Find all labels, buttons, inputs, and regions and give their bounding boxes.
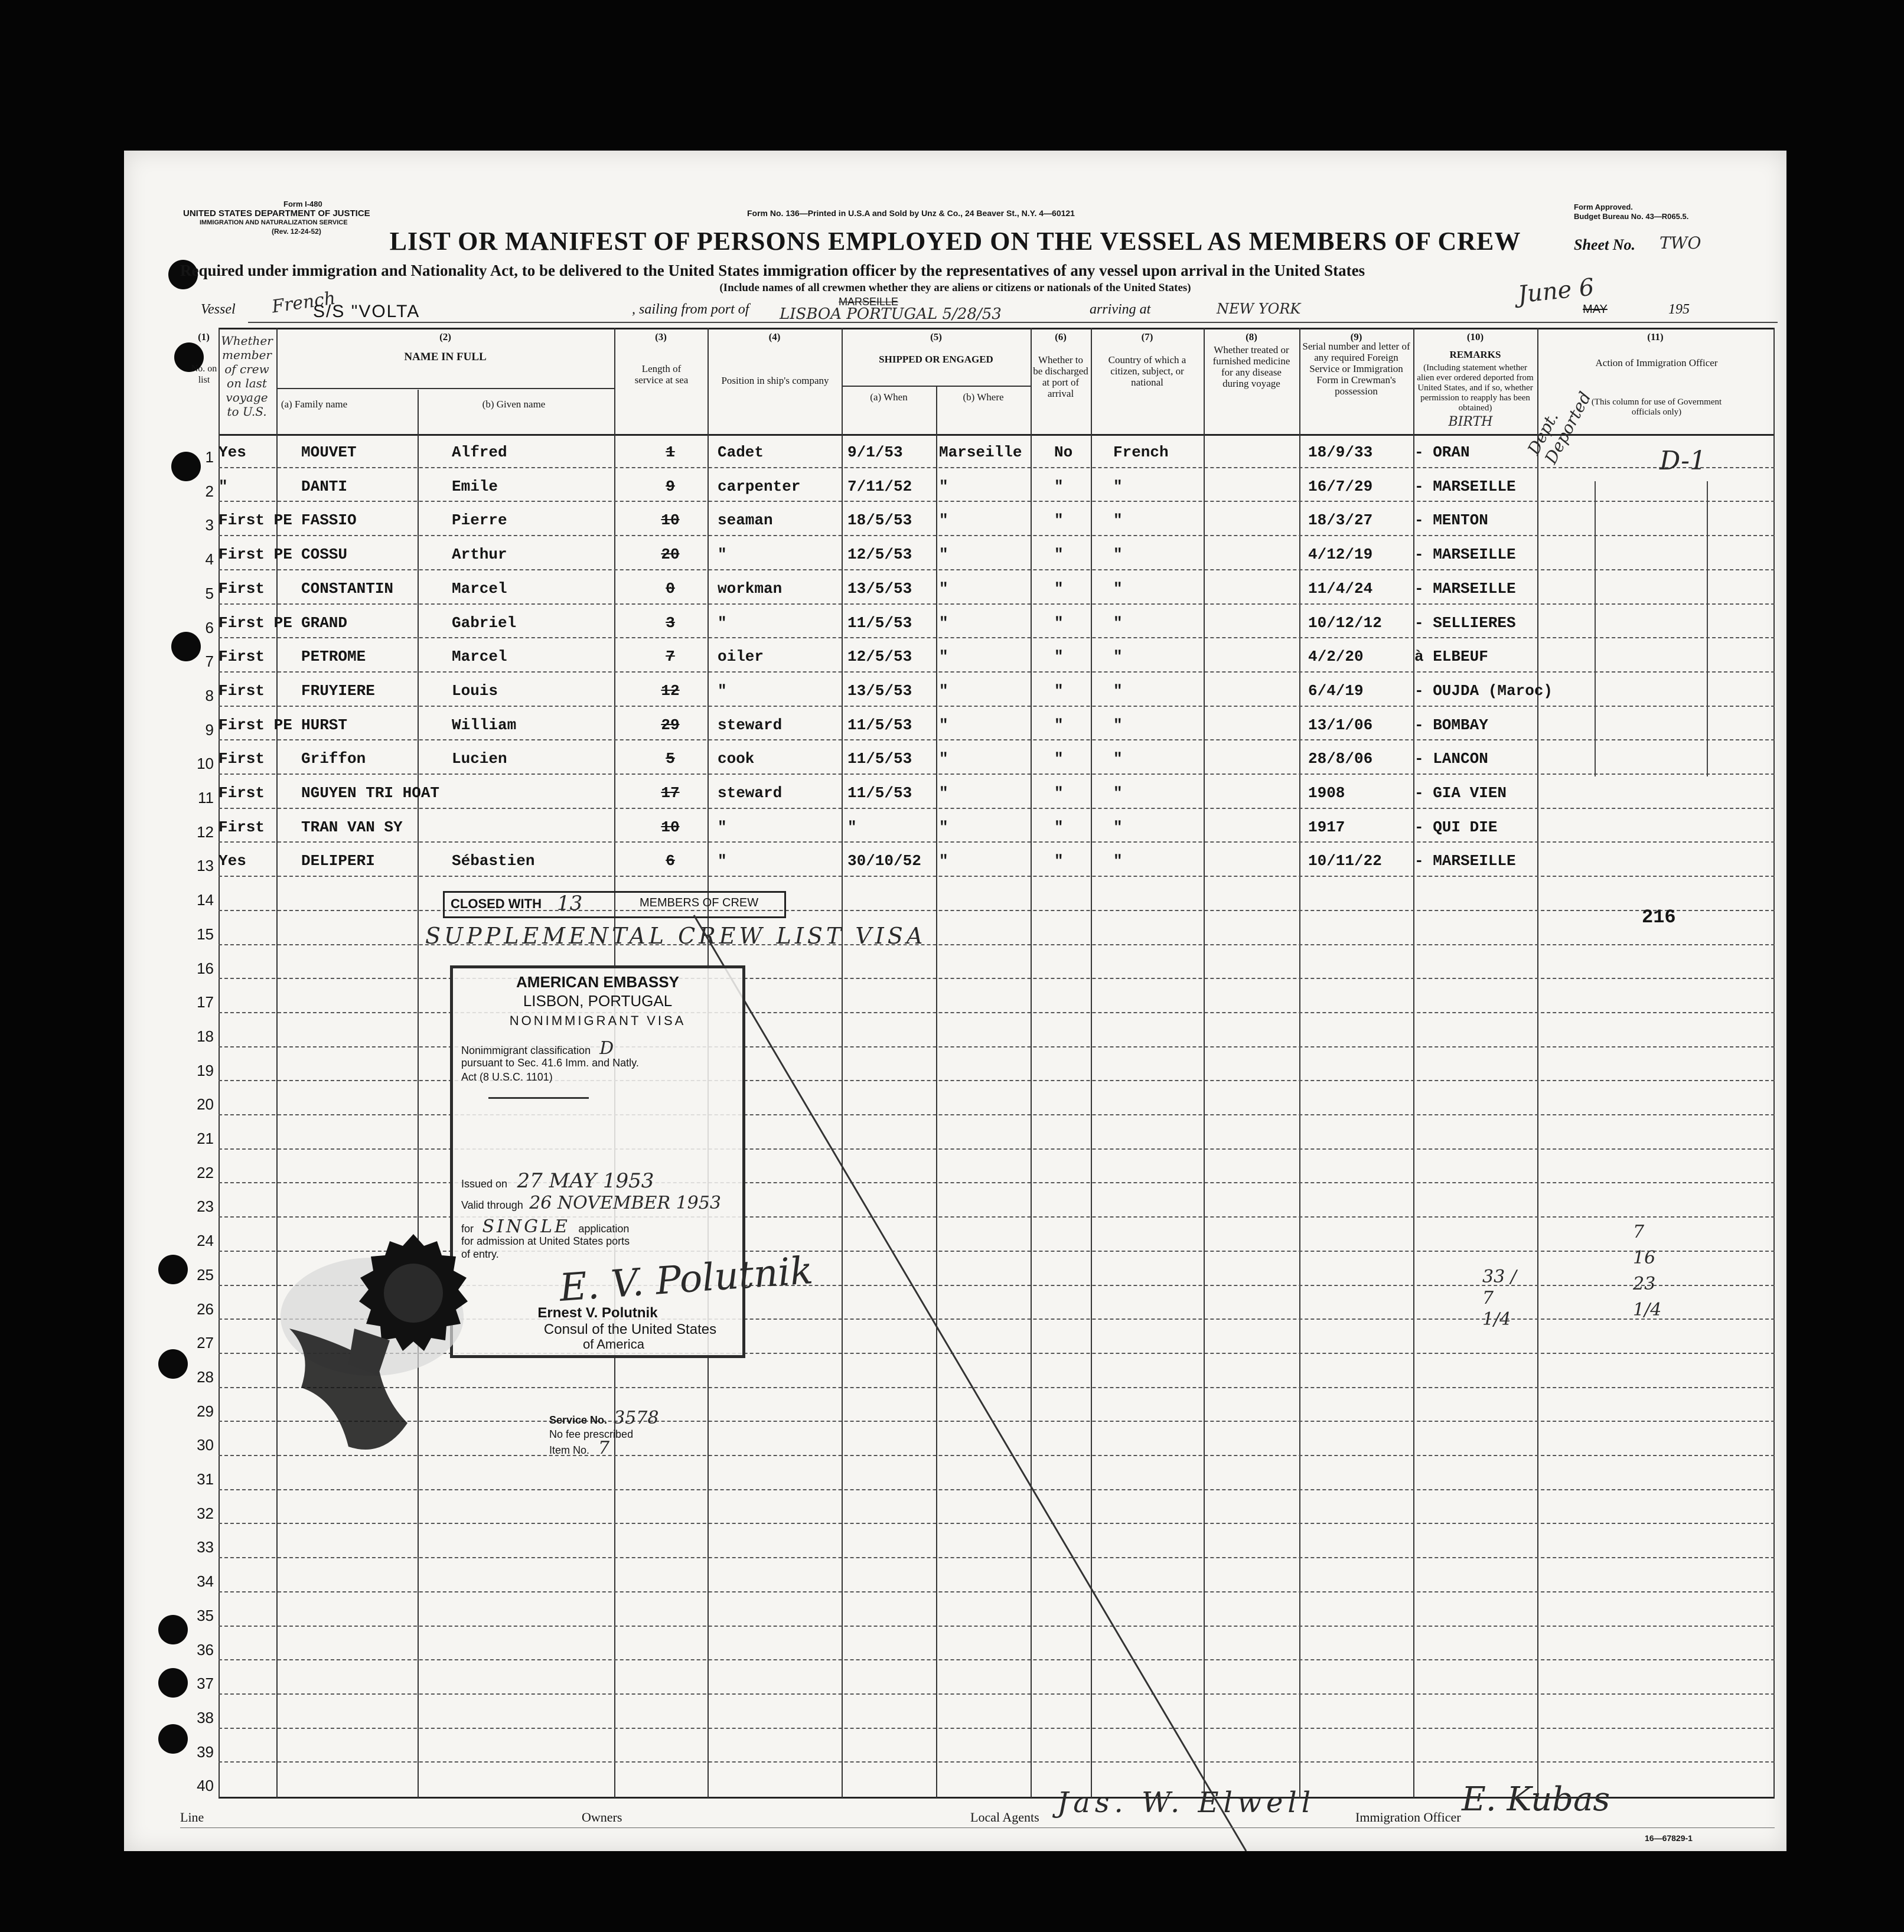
- cell-position: workman: [718, 579, 783, 598]
- cell-given: Alfred: [452, 443, 507, 461]
- cell-status: Yes: [219, 852, 246, 870]
- visa-for-label: for: [461, 1223, 474, 1235]
- sheet-value: TWO: [1660, 233, 1701, 253]
- item-number-row: [549, 1438, 658, 1458]
- cell-when: 12/5/53: [847, 546, 912, 564]
- col2-num: (2): [439, 331, 451, 342]
- cell-given: Sébastien: [452, 852, 535, 870]
- cell-family: CONSTANTIN: [301, 579, 394, 598]
- cell-given: Louis: [452, 681, 498, 700]
- cell-service: 3: [666, 613, 675, 632]
- visa-blank-line: [488, 1097, 589, 1099]
- deported-note: Dept. Deported: [1524, 389, 1595, 467]
- col4-num: (4): [768, 331, 781, 342]
- item-number-label: Item No.: [549, 1444, 590, 1456]
- cell-where: ": [939, 681, 948, 700]
- cell-country: ": [1113, 648, 1123, 666]
- cell-country: ": [1113, 511, 1123, 530]
- fee-label: No fee prescribed: [549, 1428, 634, 1440]
- col11-num: (11): [1647, 331, 1664, 342]
- cell-discharge: ": [1054, 716, 1064, 734]
- visa-admission: for admission at United States ports: [461, 1235, 630, 1247]
- cell-position: steward: [718, 716, 783, 734]
- row-number: 4: [205, 550, 214, 569]
- deportation-code: D-1: [1660, 446, 1706, 476]
- cell-family: DELIPERI: [301, 852, 375, 870]
- col5-label: SHIPPED OR ENGAGED: [879, 354, 993, 365]
- revision: (Rev. 12-24-52): [272, 227, 321, 236]
- footer-line-label: Line: [180, 1810, 204, 1825]
- row-number: 5: [205, 584, 214, 602]
- closed-with-label: CLOSED WITH: [451, 896, 542, 911]
- visa-issued: [461, 1169, 654, 1193]
- cell-service: 29: [661, 716, 680, 734]
- row-number: 9: [205, 720, 214, 739]
- row-number: 30: [197, 1436, 214, 1454]
- cell-remarks: - MENTON: [1414, 511, 1488, 530]
- cell-family: PETROME: [301, 648, 366, 666]
- row-number: 38: [197, 1708, 214, 1727]
- cell-service: 9: [666, 477, 675, 495]
- cell-given: Pierre: [452, 511, 507, 530]
- cell-when: 7/11/52: [847, 477, 912, 495]
- agent-signature: Jas. W. Elwell: [1057, 1786, 1316, 1819]
- cell-country: ": [1113, 613, 1123, 632]
- cell-where: ": [939, 716, 948, 734]
- cell-given: Marcel: [452, 648, 507, 666]
- row-number: 10: [197, 755, 214, 773]
- tally-right: 7 16 23 1/4: [1633, 1222, 1662, 1320]
- row-number: 27: [197, 1334, 214, 1352]
- form-id: Form I-480: [283, 200, 322, 208]
- cell-status: First: [219, 784, 265, 802]
- col10-handwritten: BIRTH: [1448, 415, 1493, 429]
- cell-where: ": [939, 750, 948, 768]
- sheet-label: Sheet No.: [1574, 236, 1635, 253]
- col11-note: (This column for use of Government officials only): [1591, 397, 1722, 417]
- visa-issued-value: 27 MAY 1953: [517, 1169, 654, 1193]
- cell-serial: 10/11/22: [1308, 852, 1382, 870]
- visa-pursuant: pursuant to Sec. 41.6 Imm. and Natly.: [461, 1057, 639, 1069]
- cell-family: TRAN VAN SY: [301, 818, 403, 836]
- row-number: 33: [197, 1538, 214, 1556]
- cell-serial: 13/1/06: [1308, 716, 1373, 734]
- cell-status: First PE: [219, 613, 292, 632]
- cell-when: 11/5/53: [847, 613, 912, 632]
- col7-label: Country of which a citizen, subject, or national: [1108, 354, 1186, 388]
- row-number: 22: [197, 1163, 214, 1182]
- row-number: 16: [197, 959, 214, 977]
- cell-position: cook: [718, 750, 755, 768]
- arrival-date-hand: June 6: [1516, 273, 1596, 309]
- cell-position: ": [718, 818, 727, 836]
- item-number-value: 7: [598, 1438, 610, 1458]
- cell-country: ": [1113, 818, 1123, 836]
- arrival-year: 195: [1668, 302, 1690, 317]
- cell-discharge: ": [1054, 579, 1064, 598]
- cell-family: MOUVET: [301, 443, 357, 461]
- number-216: 216: [1642, 906, 1676, 928]
- row-number: 35: [197, 1606, 214, 1624]
- cell-when: 13/5/53: [847, 681, 912, 700]
- col10-num: (10): [1466, 331, 1484, 342]
- cell-status: Yes: [219, 443, 246, 461]
- cell-status: First: [219, 579, 265, 598]
- col7-num: (7): [1141, 331, 1153, 342]
- cell-discharge: ": [1054, 511, 1064, 530]
- form-code: 16—67829-1: [1645, 1833, 1693, 1843]
- row-number: 8: [205, 686, 214, 704]
- cell-given: Gabriel: [452, 613, 517, 632]
- fee-stamp: [549, 1408, 659, 1458]
- manifest-sheet: [124, 151, 1786, 1851]
- cell-position: seaman: [718, 511, 773, 530]
- row-number: 2: [205, 482, 214, 500]
- supplemental-crew-list: SUPPLEMENTAL CREW LIST VISA: [425, 923, 927, 949]
- officer-signature: E. Kubas: [1462, 1780, 1610, 1819]
- cell-serial: 6/4/19: [1308, 681, 1364, 700]
- form-subtitle: Required under immigration and Nationality Act, to be delivered to the United States immigration officer by the representatives of any vessel upon arrival in the United States: [180, 262, 1365, 279]
- consul-title: Consul of the United States: [543, 1321, 717, 1337]
- row-number: 21: [197, 1130, 214, 1147]
- cell-remarks: - SELLIERES: [1414, 613, 1516, 632]
- cell-discharge: ": [1054, 613, 1064, 632]
- col3-label: Length of service at sea: [634, 363, 689, 386]
- cell-when: 11/5/53: [847, 784, 912, 802]
- row-number: 36: [197, 1640, 214, 1659]
- tally-left: 33 / 7 1/4: [1482, 1267, 1517, 1330]
- arriving-port: NEW YORK: [1217, 301, 1301, 317]
- cell-where: ": [939, 477, 948, 495]
- approval: Form Approved.: [1574, 203, 1633, 211]
- footer-owners-label: Owners: [582, 1810, 622, 1825]
- cell-where: ": [939, 784, 948, 802]
- closed-members-label: MEMBERS OF CREW: [640, 896, 759, 909]
- cell-remarks: - MARSEILLE: [1414, 546, 1516, 564]
- cell-when: 18/5/53: [847, 511, 912, 530]
- cell-service: 7: [666, 648, 675, 666]
- cell-country: ": [1113, 579, 1123, 598]
- col5b-label: (b) Where: [963, 391, 1004, 403]
- cell-country: ": [1113, 750, 1123, 768]
- cell-serial: 18/9/33: [1308, 443, 1373, 461]
- cell-service: 17: [661, 784, 680, 802]
- cell-service: 12: [661, 681, 680, 700]
- cell-family: GRAND: [301, 613, 348, 632]
- cell-serial: 10/12/12: [1308, 613, 1382, 632]
- visa-classification: [461, 1038, 614, 1059]
- footer-agents-label: Local Agents: [970, 1810, 1039, 1825]
- cell-given: Lucien: [452, 750, 507, 768]
- cell-status: First: [219, 818, 265, 836]
- cell-discharge: ": [1054, 818, 1064, 836]
- visa-act: Act (8 U.S.C. 1101): [461, 1071, 553, 1083]
- cell-where: ": [939, 648, 948, 666]
- cell-country: ": [1113, 546, 1123, 564]
- cell-discharge: No: [1054, 443, 1073, 461]
- cell-serial: 4/2/20: [1308, 648, 1364, 666]
- cell-where: ": [939, 579, 948, 598]
- cell-status: First PE: [219, 546, 292, 564]
- cell-where: Marseille: [939, 443, 1022, 461]
- closed-count: 13: [557, 892, 583, 915]
- cell-family: COSSU: [301, 546, 348, 564]
- cell-service: 1: [666, 443, 675, 461]
- col3-num: (3): [655, 331, 667, 342]
- cell-remarks: - MARSEILLE: [1414, 477, 1516, 495]
- visa-location: LISBON, PORTUGAL: [523, 992, 673, 1010]
- col2-label: NAME IN FULL: [404, 351, 487, 363]
- cell-where: ": [939, 613, 948, 632]
- cell-country: French: [1113, 443, 1169, 461]
- cell-discharge: ": [1054, 784, 1064, 802]
- vessel-label: Vessel: [201, 302, 236, 317]
- cell-when: 11/5/53: [847, 716, 912, 734]
- row-number: 26: [197, 1300, 214, 1318]
- cell-position: carpenter: [718, 477, 801, 495]
- cell-where: ": [939, 852, 948, 870]
- visa-valid-value: 26 NOVEMBER 1953: [529, 1193, 721, 1213]
- consul-name: Ernest V. Polutnik: [537, 1305, 658, 1321]
- cell-family: FRUYIERE: [301, 681, 375, 700]
- sailing-port: LISBOA PORTUGAL 5/28/53: [780, 305, 1002, 323]
- cell-remarks: - GIA VIEN: [1414, 784, 1507, 802]
- vessel-handwritten: French: [270, 288, 337, 318]
- cell-discharge: ": [1054, 477, 1064, 495]
- cell-position: steward: [718, 784, 783, 802]
- visa-embassy: AMERICAN EMBASSY: [516, 973, 679, 991]
- service-number-value: 3578: [614, 1408, 659, 1428]
- cell-serial: 18/3/27: [1308, 511, 1373, 530]
- cell-service: 6: [666, 852, 675, 870]
- row-number: 23: [197, 1197, 214, 1216]
- row-number: 1: [205, 448, 214, 466]
- cell-country: ": [1113, 477, 1123, 495]
- cell-remarks: - MARSEILLE: [1414, 579, 1516, 598]
- sailing-struck: MARSEILLE: [839, 296, 899, 308]
- col1-label: No. on list: [191, 364, 217, 385]
- cell-status: First PE: [219, 716, 292, 734]
- row-number: 19: [197, 1061, 214, 1079]
- cell-family: NGUYEN TRI HOAT: [301, 784, 440, 802]
- cell-given: Emile: [452, 477, 498, 495]
- form-title: LIST OR MANIFEST OF PERSONS EMPLOYED ON THE VESSEL AS MEMBERS OF CREW: [389, 227, 1521, 256]
- row-number: 17: [197, 993, 214, 1011]
- cell-remarks: - MARSEILLE: [1414, 852, 1516, 870]
- row-number: 28: [197, 1368, 214, 1386]
- cell-given: William: [452, 716, 517, 734]
- cell-service: 0: [666, 579, 675, 598]
- cell-service: 20: [661, 546, 680, 564]
- col5a-label: (a) When: [870, 391, 908, 403]
- cell-discharge: ": [1054, 648, 1064, 666]
- cell-country: ": [1113, 681, 1123, 700]
- col5-num: (5): [930, 331, 942, 342]
- cell-serial: 16/7/29: [1308, 477, 1373, 495]
- col2b-label: (b) Given name: [482, 399, 546, 410]
- cell-when: 12/5/53: [847, 648, 912, 666]
- visa-type: NONIMMIGRANT VISA: [509, 1013, 686, 1028]
- cell-remarks: à ELBEUF: [1414, 648, 1488, 666]
- col8-num: (8): [1246, 331, 1257, 342]
- visa-stamp: [450, 965, 815, 1358]
- col10-label: REMARKS: [1449, 349, 1501, 360]
- cell-country: ": [1113, 716, 1123, 734]
- visa-classification-label: Nonimmigrant classification: [461, 1045, 591, 1056]
- form-subnote: (Include names of all crewmen whether they are aliens or citizens or nationals of the United States): [719, 282, 1191, 294]
- row-number: 14: [197, 891, 214, 909]
- cell-serial: 1908: [1308, 784, 1345, 802]
- col1-handwritten: Whether member of crew on last voyage to U.S.: [221, 334, 273, 419]
- arriving-label: arriving at: [1090, 302, 1151, 317]
- cell-country: ": [1113, 784, 1123, 802]
- row-number: 31: [197, 1470, 214, 1488]
- row-number: 29: [197, 1402, 214, 1420]
- row-number: 32: [197, 1504, 214, 1522]
- row-number: 3: [205, 516, 214, 534]
- cell-service: 10: [661, 511, 680, 530]
- row-number: 13: [197, 857, 214, 875]
- arrival-month-struck: MAY: [1583, 303, 1608, 316]
- cell-family: FASSIO: [301, 511, 357, 530]
- cell-when: 9/1/53: [847, 443, 903, 461]
- visa-valid: [461, 1193, 721, 1213]
- cell-discharge: ": [1054, 852, 1064, 870]
- cell-when: 13/5/53: [847, 579, 912, 598]
- cell-given: Marcel: [452, 579, 507, 598]
- service-name: IMMIGRATION AND NATURALIZATION SERVICE: [200, 219, 348, 226]
- cell-discharge: ": [1054, 546, 1064, 564]
- cell-position: ": [718, 681, 727, 700]
- row-number: 37: [197, 1675, 214, 1693]
- cell-serial: 11/4/24: [1308, 579, 1373, 598]
- cell-discharge: ": [1054, 681, 1064, 700]
- cell-given: Arthur: [452, 546, 507, 564]
- cell-when: 30/10/52: [847, 852, 921, 870]
- cell-position: oiler: [718, 648, 764, 666]
- cell-when: 11/5/53: [847, 750, 912, 768]
- diagonal-strike-line: [124, 151, 1786, 1851]
- col6-label: Whether to be discharged at port of arrival: [1033, 354, 1088, 399]
- consul-signature: E. V. Polutnik: [557, 1249, 815, 1310]
- col2a-label: (a) Family name: [281, 399, 348, 410]
- visa-entry: of entry.: [461, 1248, 499, 1260]
- cell-serial: 4/12/19: [1308, 546, 1373, 564]
- cell-status: First: [219, 750, 265, 768]
- department: UNITED STATES DEPARTMENT OF JUSTICE: [183, 208, 370, 218]
- cell-remarks: - OUJDA (Maroc): [1414, 681, 1553, 700]
- visa-for: [461, 1216, 629, 1237]
- cell-status: First PE: [219, 511, 292, 530]
- cell-serial: 1917: [1308, 818, 1345, 836]
- consul-country: of America: [583, 1337, 644, 1352]
- row-number: 6: [205, 618, 214, 637]
- footer-rule: [180, 1827, 1775, 1828]
- visa-application-label: application: [578, 1223, 630, 1235]
- visa-for-value: SINGLE: [482, 1216, 570, 1237]
- cell-family: Griffon: [301, 750, 366, 768]
- row-number: 25: [197, 1265, 214, 1284]
- row-number: 12: [197, 823, 214, 841]
- row-number: 20: [197, 1095, 214, 1114]
- vessel-name: S/S "VOLTA: [313, 302, 420, 321]
- cell-country: ": [1113, 852, 1123, 870]
- row-number: 18: [197, 1027, 214, 1045]
- visa-valid-label: Valid through: [461, 1199, 523, 1211]
- col6-num: (6): [1055, 331, 1067, 342]
- service-number-label: Service No.: [549, 1414, 608, 1426]
- service-number-row: [549, 1408, 659, 1428]
- cell-position: ": [718, 546, 727, 564]
- embassy-seal-icon: [266, 1222, 478, 1470]
- cell-where: ": [939, 546, 948, 564]
- cell-position: Cadet: [718, 443, 764, 461]
- col4-label: Position in ship's company: [721, 375, 829, 386]
- row-number: 7: [205, 652, 214, 671]
- row-number: 39: [197, 1742, 214, 1761]
- col9-label: Serial number and letter of any required Foreign Service or Immigration Form in Crewman's possession: [1302, 341, 1410, 397]
- footer-officer-label: Immigration Officer: [1355, 1810, 1461, 1825]
- row-number: 11: [198, 789, 214, 807]
- cell-where: ": [939, 818, 948, 836]
- cell-remarks: - BOMBAY: [1414, 716, 1488, 734]
- row-number: 15: [197, 925, 214, 943]
- cell-service: 5: [666, 750, 675, 768]
- sailing-label: , sailing from port of: [632, 302, 749, 317]
- col9-num: (9): [1350, 331, 1362, 342]
- cell-family: DANTI: [301, 477, 348, 495]
- cell-position: ": [718, 613, 727, 632]
- visa-classification-value: D: [599, 1038, 614, 1059]
- cell-remarks: - ORAN: [1414, 443, 1470, 461]
- cell-status: First: [219, 648, 265, 666]
- cell-status: First: [219, 681, 265, 700]
- budget-bureau: Budget Bureau No. 43—R065.5.: [1574, 212, 1689, 221]
- row-number: 34: [197, 1572, 214, 1591]
- cell-when: ": [847, 818, 857, 836]
- cell-status: ": [219, 477, 228, 495]
- col11-label: Action of Immigration Officer: [1595, 357, 1718, 368]
- cell-remarks: - LANCON: [1414, 750, 1488, 768]
- cell-service: 10: [661, 818, 680, 836]
- printer-note: Form No. 136—Printed in U.S.A and Sold by Unz & Co., 24 Beaver St., N.Y. 4—60121: [747, 208, 1075, 218]
- cell-serial: 28/8/06: [1308, 750, 1373, 768]
- row-number: 40: [197, 1777, 214, 1795]
- col1-num: (1): [198, 331, 210, 342]
- cell-remarks: - QUI DIE: [1414, 818, 1498, 836]
- col10-note: (Including statement whether alien ever ordered deported from United States, and if so, whether permission to reapply has been obtained): [1417, 363, 1534, 413]
- visa-issued-label: Issued on: [461, 1178, 508, 1190]
- row-number: 24: [197, 1232, 214, 1250]
- cell-discharge: ": [1054, 750, 1064, 768]
- cell-position: ": [718, 852, 727, 870]
- cell-family: HURST: [301, 716, 348, 734]
- col8-label: Whether treated or furnished medicine for any disease during voyage: [1212, 344, 1290, 389]
- cell-where: ": [939, 511, 948, 530]
